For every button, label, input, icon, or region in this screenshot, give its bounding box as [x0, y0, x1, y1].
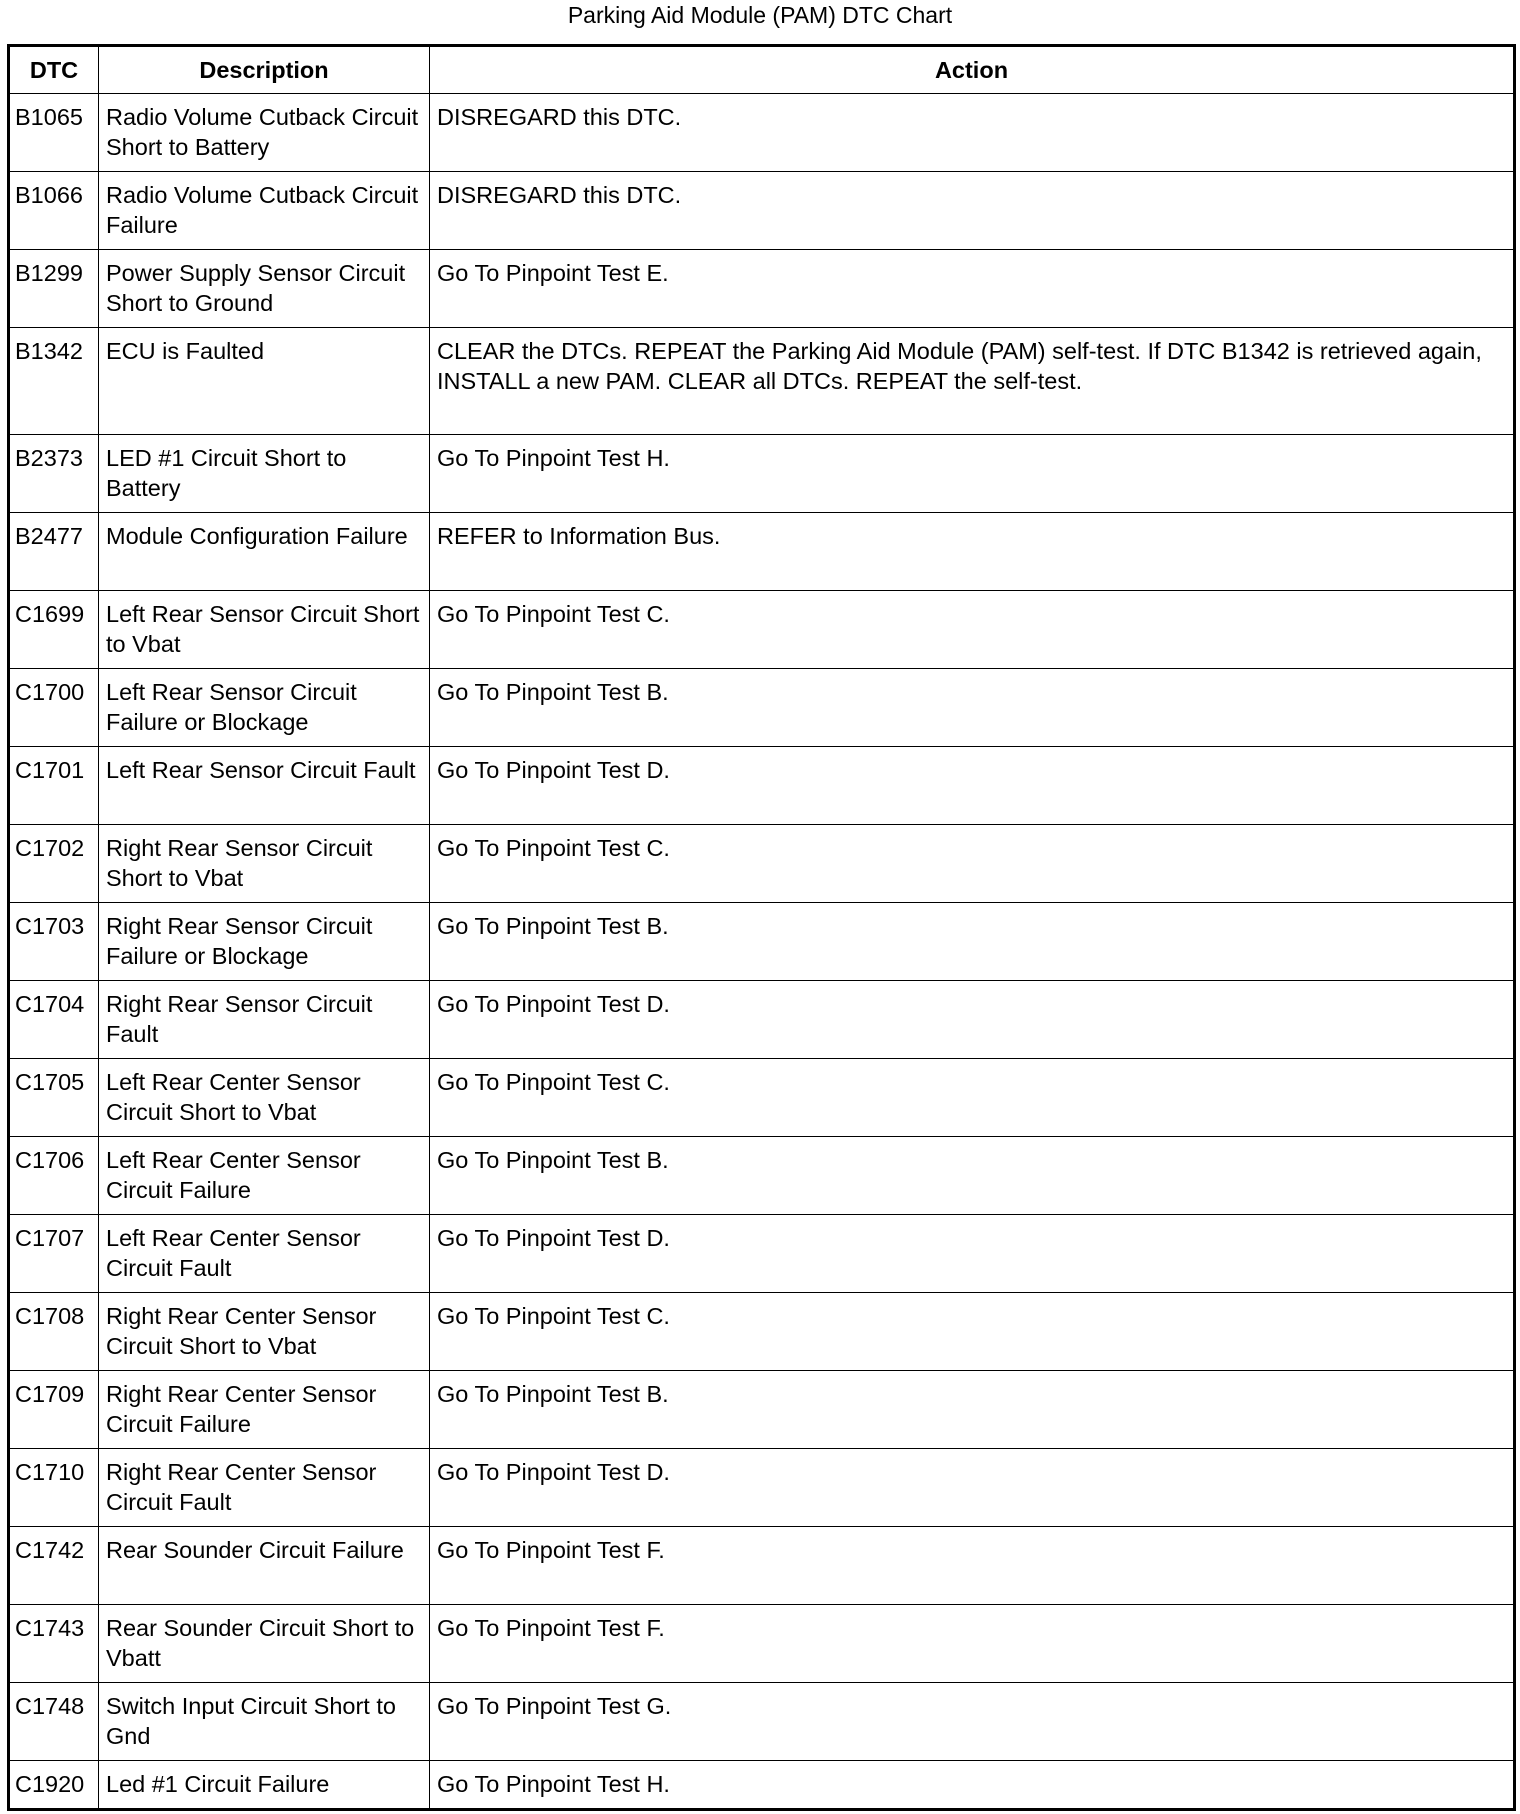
- dtc-description: Switch Input Circuit Short to Gnd: [99, 1683, 430, 1761]
- dtc-code: C1706: [9, 1137, 99, 1215]
- table-row: [9, 669, 1515, 747]
- dtc-code: C1703: [9, 903, 99, 981]
- table-row: [9, 747, 1515, 825]
- dtc-code: B1299: [9, 250, 99, 328]
- dtc-code: C1709: [9, 1371, 99, 1449]
- dtc-description: Right Rear Sensor Circuit Short to Vbat: [99, 825, 430, 903]
- dtc-code: C1702: [9, 825, 99, 903]
- dtc-action: Go To Pinpoint Test E.: [430, 250, 1515, 328]
- dtc-action: DISREGARD this DTC.: [430, 172, 1515, 250]
- dtc-description: Right Rear Center Sensor Circuit Fault: [99, 1449, 430, 1527]
- table-row: [9, 328, 1515, 435]
- dtc-code: C1699: [9, 591, 99, 669]
- table-row: [9, 1137, 1515, 1215]
- table-row: [9, 1293, 1515, 1371]
- dtc-action: Go To Pinpoint Test F.: [430, 1527, 1515, 1605]
- dtc-description: Rear Sounder Circuit Short to Vbatt: [99, 1605, 430, 1683]
- table-row: [9, 591, 1515, 669]
- dtc-description: Left Rear Center Sensor Circuit Short to Vbat: [99, 1059, 430, 1137]
- dtc-description: Left Rear Center Sensor Circuit Failure: [99, 1137, 430, 1215]
- header-description: Description: [99, 46, 430, 94]
- dtc-code: C1743: [9, 1605, 99, 1683]
- dtc-description: Radio Volume Cutback Circuit Failure: [99, 172, 430, 250]
- dtc-code: C1700: [9, 669, 99, 747]
- dtc-code: B1066: [9, 172, 99, 250]
- dtc-description: Left Rear Center Sensor Circuit Fault: [99, 1215, 430, 1293]
- dtc-action: Go To Pinpoint Test D.: [430, 747, 1515, 825]
- dtc-description: Right Rear Center Sensor Circuit Short to Vbat: [99, 1293, 430, 1371]
- table-row: [9, 172, 1515, 250]
- dtc-code: C1701: [9, 747, 99, 825]
- dtc-action: DISREGARD this DTC.: [430, 94, 1515, 172]
- header-dtc: DTC: [9, 46, 99, 94]
- dtc-action: Go To Pinpoint Test B.: [430, 669, 1515, 747]
- table-row: [9, 94, 1515, 172]
- dtc-description: Radio Volume Cutback Circuit Short to Battery: [99, 94, 430, 172]
- dtc-action: Go To Pinpoint Test D.: [430, 1215, 1515, 1293]
- dtc-description: Right Rear Center Sensor Circuit Failure: [99, 1371, 430, 1449]
- table-row: [9, 435, 1515, 513]
- dtc-description: Left Rear Sensor Circuit Fault: [99, 747, 430, 825]
- dtc-description: Right Rear Sensor Circuit Fault: [99, 981, 430, 1059]
- dtc-description: Led #1 Circuit Failure: [99, 1761, 430, 1810]
- table-row: [9, 1683, 1515, 1761]
- header-action: Action: [430, 46, 1515, 94]
- table-row: [9, 1059, 1515, 1137]
- dtc-code: C1742: [9, 1527, 99, 1605]
- dtc-code: C1705: [9, 1059, 99, 1137]
- dtc-description: Power Supply Sensor Circuit Short to Ground: [99, 250, 430, 328]
- dtc-code: C1748: [9, 1683, 99, 1761]
- table-row: [9, 1527, 1515, 1605]
- dtc-action: REFER to Information Bus.: [430, 513, 1515, 591]
- dtc-description: Rear Sounder Circuit Failure: [99, 1527, 430, 1605]
- table-row: [9, 1761, 1515, 1810]
- dtc-description: LED #1 Circuit Short to Battery: [99, 435, 430, 513]
- dtc-action: CLEAR the DTCs. REPEAT the Parking Aid Module (PAM) self-test. If DTC B1342 is retrieved again, INSTALL a new PAM. CLEAR all DTCs. REPEAT the self-test.: [430, 328, 1515, 435]
- table-row: [9, 1371, 1515, 1449]
- dtc-action: Go To Pinpoint Test D.: [430, 981, 1515, 1059]
- dtc-code: C1708: [9, 1293, 99, 1371]
- dtc-description: ECU is Faulted: [99, 328, 430, 435]
- table-row: [9, 1605, 1515, 1683]
- table-row: [9, 1449, 1515, 1527]
- dtc-code: C1920: [9, 1761, 99, 1810]
- dtc-action: Go To Pinpoint Test B.: [430, 1371, 1515, 1449]
- dtc-code: C1707: [9, 1215, 99, 1293]
- table-row: [9, 825, 1515, 903]
- table-row: [9, 513, 1515, 591]
- dtc-action: Go To Pinpoint Test C.: [430, 1293, 1515, 1371]
- table-header-row: [9, 46, 1515, 94]
- dtc-code: B2373: [9, 435, 99, 513]
- dtc-code: C1710: [9, 1449, 99, 1527]
- dtc-table: [7, 44, 1516, 1811]
- dtc-description: Right Rear Sensor Circuit Failure or Blockage: [99, 903, 430, 981]
- dtc-action: Go To Pinpoint Test B.: [430, 903, 1515, 981]
- table-row: [9, 903, 1515, 981]
- chart-title: Parking Aid Module (PAM) DTC Chart: [567, 2, 953, 28]
- dtc-action: Go To Pinpoint Test G.: [430, 1683, 1515, 1761]
- dtc-action: Go To Pinpoint Test C.: [430, 1059, 1515, 1137]
- dtc-action: Go To Pinpoint Test H.: [430, 435, 1515, 513]
- dtc-action: Go To Pinpoint Test B.: [430, 1137, 1515, 1215]
- table-row: [9, 1215, 1515, 1293]
- dtc-code: B1065: [9, 94, 99, 172]
- dtc-description: Left Rear Sensor Circuit Short to Vbat: [99, 591, 430, 669]
- dtc-code: B1342: [9, 328, 99, 435]
- dtc-code: C1704: [9, 981, 99, 1059]
- dtc-description: Left Rear Sensor Circuit Failure or Blockage: [99, 669, 430, 747]
- dtc-action: Go To Pinpoint Test H.: [430, 1761, 1515, 1810]
- table-row: [9, 250, 1515, 328]
- dtc-action: Go To Pinpoint Test D.: [430, 1449, 1515, 1527]
- dtc-action: Go To Pinpoint Test C.: [430, 591, 1515, 669]
- dtc-action: Go To Pinpoint Test F.: [430, 1605, 1515, 1683]
- dtc-code: B2477: [9, 513, 99, 591]
- dtc-description: Module Configuration Failure: [99, 513, 430, 591]
- table-row: [9, 981, 1515, 1059]
- dtc-action: Go To Pinpoint Test C.: [430, 825, 1515, 903]
